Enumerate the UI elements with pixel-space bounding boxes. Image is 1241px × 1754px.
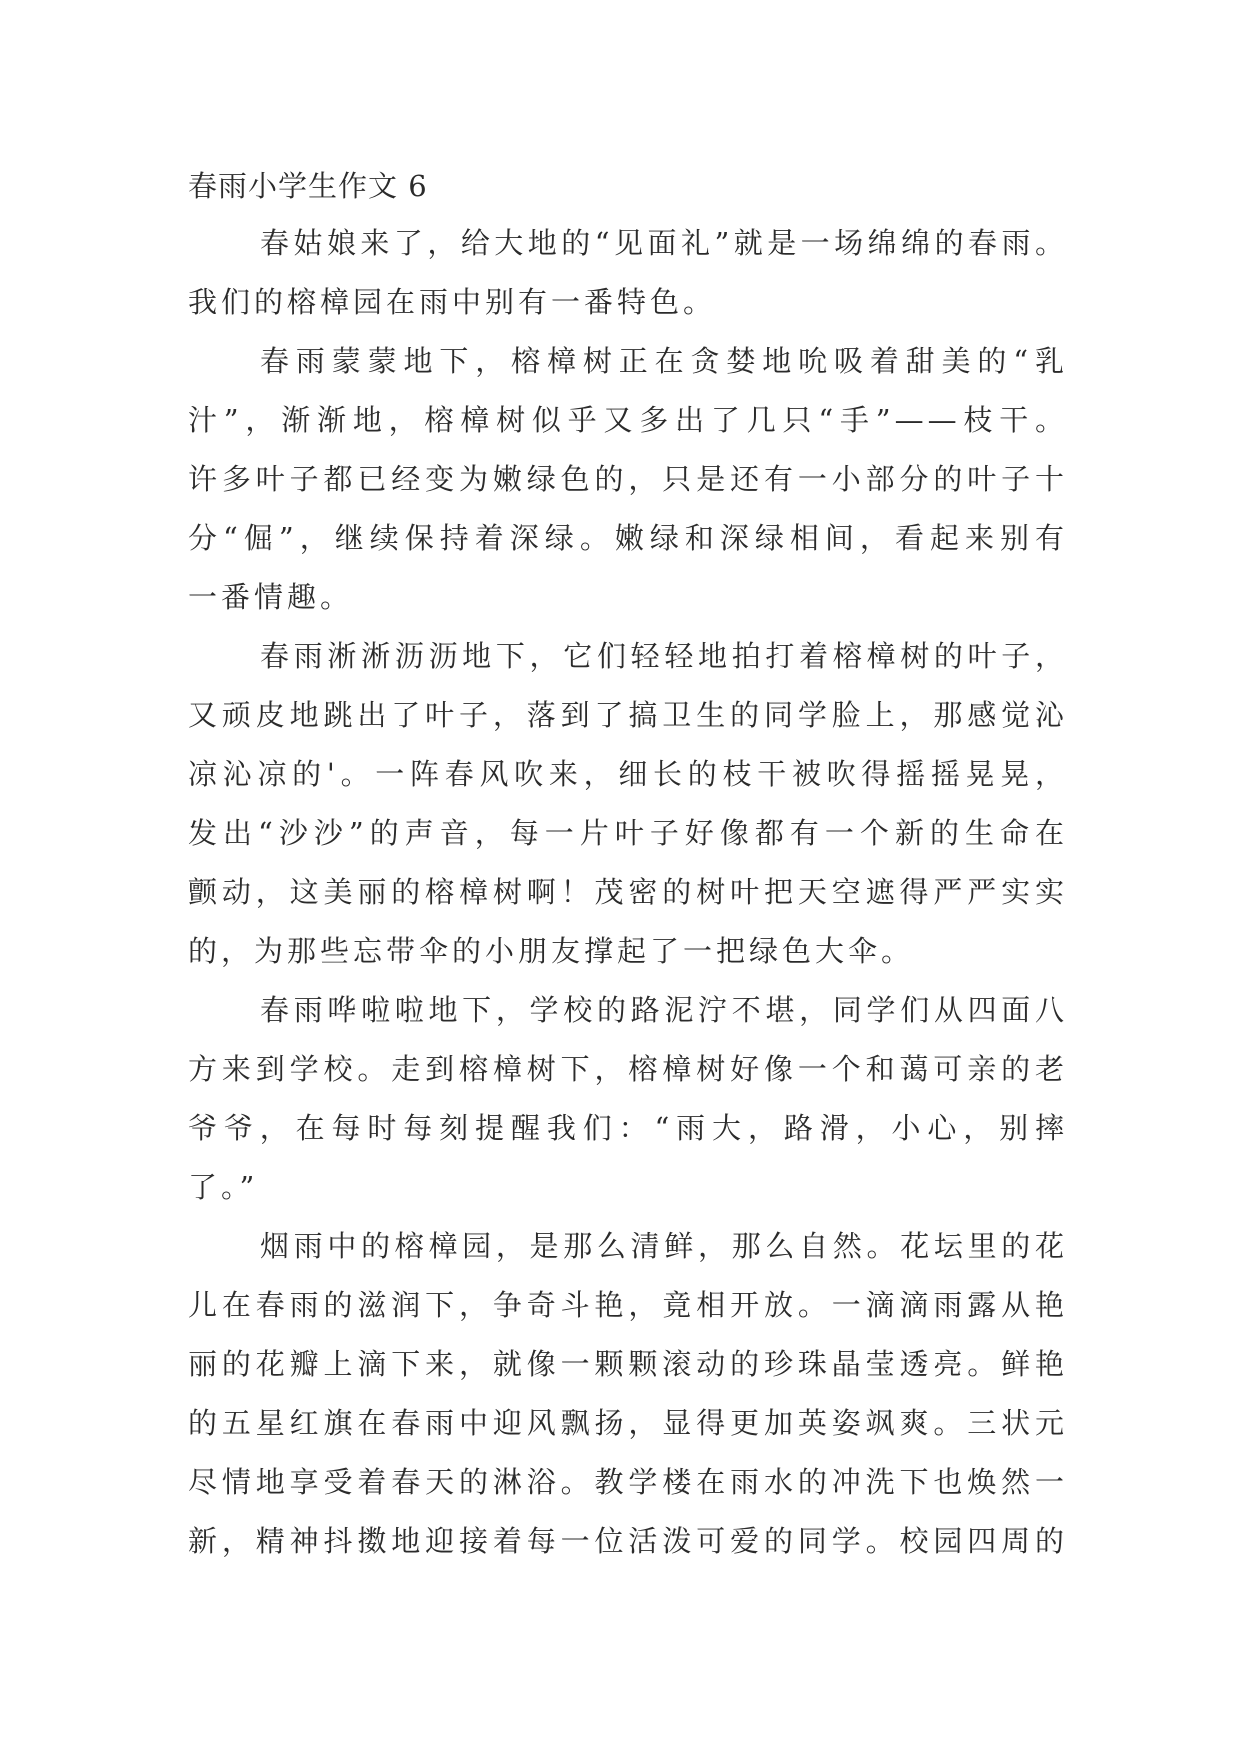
paragraph-2 <box>188 332 1068 627</box>
paragraph-line: 发出“沙沙”的声音，每一片叶子好像都有一个新的生命在 <box>188 816 1068 850</box>
paragraph-line: 颤动，这美丽的榕樟树啊！茂密的树叶把天空遮得严严实实 <box>188 875 1068 909</box>
paragraph-3 <box>188 627 1068 981</box>
paragraph-line: 烟雨中的榕樟园，是那么清鲜，那么自然。花坛里的花 <box>260 1229 1068 1263</box>
paragraph-line: 我们的榕樟园在雨中别有一番特色。 <box>188 285 717 319</box>
paragraph-line: 春雨哗啦啦地下，学校的路泥泞不堪，同学们从四面八 <box>260 993 1068 1027</box>
paragraph-line: 汁”，渐渐地，榕樟树似乎又多出了几只“手”——枝干。 <box>188 403 1068 437</box>
paragraph-line: 方来到学校。走到榕樟树下，榕樟树好像一个和蔼可亲的老 <box>188 1052 1068 1086</box>
paragraph-line: 春雨淅淅沥沥地下，它们轻轻地拍打着榕樟树的叶子， <box>260 639 1068 673</box>
paragraph-line: 一番情趣。 <box>188 580 354 614</box>
paragraph-line: 新，精神抖擞地迎接着每一位活泼可爱的同学。校园四周的 <box>188 1524 1068 1558</box>
paragraph-5 <box>188 1217 1068 1571</box>
paragraph-line: 春姑娘来了，给大地的“见面礼”就是一场绵绵的春雨。 <box>260 226 1068 260</box>
paragraph-4 <box>188 981 1068 1217</box>
paragraph-line: 许多叶子都已经变为嫩绿色的，只是还有一小部分的叶子十 <box>188 462 1068 496</box>
paragraph-line: 了。” <box>188 1170 259 1204</box>
paragraph-line: 儿在春雨的滋润下，争奇斗艳，竟相开放。一滴滴雨露从艳 <box>188 1288 1068 1322</box>
paragraph-line: 又顽皮地跳出了叶子，落到了搞卫生的同学脸上，那感觉沁 <box>188 698 1068 732</box>
paragraph-line: 爷爷，在每时每刻提醒我们：“雨大，路滑，小心，别摔 <box>188 1111 1068 1145</box>
paragraph-line: 的五星红旗在春雨中迎风飘扬，显得更加英姿飒爽。三状元 <box>188 1406 1068 1440</box>
document-title: 春雨小学生作文 6 <box>188 169 428 203</box>
paragraph-line: 分“倔”，继续保持着深绿。嫩绿和深绿相间，看起来别有 <box>188 521 1068 555</box>
paragraph-1 <box>188 214 1068 332</box>
paragraph-line: 的，为那些忘带伞的小朋友撑起了一把绿色大伞。 <box>188 934 915 968</box>
paragraph-line: 丽的花瓣上滴下来，就像一颗颗滚动的珍珠晶莹透亮。鲜艳 <box>188 1347 1068 1381</box>
paragraph-line: 尽情地享受着春天的淋浴。教学楼在雨水的冲洗下也焕然一 <box>188 1465 1068 1499</box>
paragraph-line: 凉沁凉的'。一阵春风吹来，细长的枝干被吹得摇摇晃晃， <box>188 757 1068 791</box>
paragraph-line: 春雨蒙蒙地下，榕樟树正在贪婪地吮吸着甜美的“乳 <box>260 344 1068 378</box>
document-body <box>188 158 1068 1571</box>
